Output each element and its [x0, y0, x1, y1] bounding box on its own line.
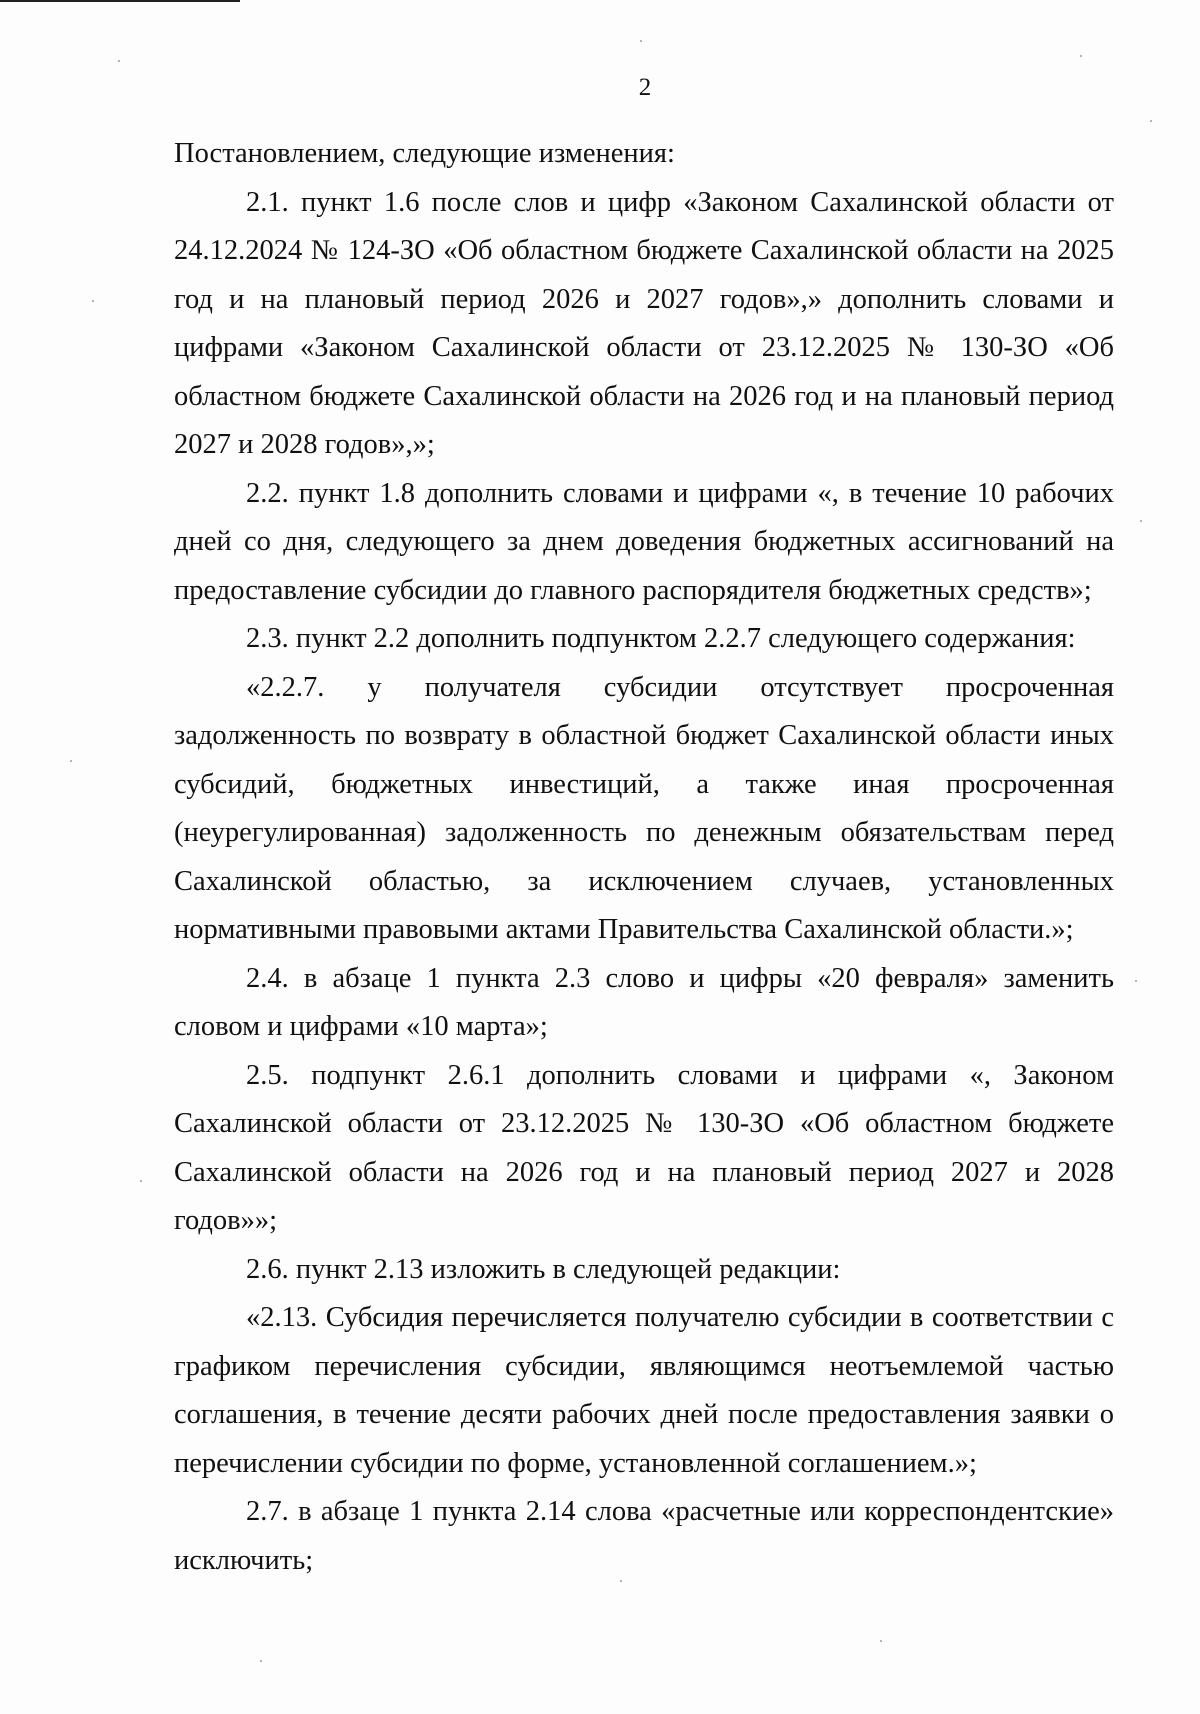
- scan-speck: [1135, 980, 1137, 982]
- paragraph-2-4: 2.4. в абзаце 1 пункта 2.3 слово и цифры «20 февраля» заменить словом и цифрами «10 марта»;: [174, 962, 1114, 1042]
- paragraph-2-2-7: «2.2.7. у получателя субсидии отсутствует просроченная задолженность по возврату в областной бюджет Сахалинской области иных субсидий, бюджетных инвестиций, а также иная просроченная (неурегулированная) задолженность по денежным обязательствам перед Сахалинской областью, за исключением случаев, установленных нормативными правовыми актами Правительства Сахалинской области.»;: [174, 671, 1114, 945]
- scan-edge-line: [0, 0, 240, 2]
- paragraph-intro: Постановлением, следующие изменения:: [174, 138, 675, 169]
- scan-speck: [260, 1660, 262, 1662]
- paragraph-2-3: 2.3. пункт 2.2 дополнить подпунктом 2.2.7 следующего содержания:: [246, 623, 1076, 654]
- paragraph-2-6: 2.6. пункт 2.13 изложить в следующей редакции:: [246, 1253, 841, 1285]
- scan-speck: [1150, 120, 1152, 122]
- paragraph-2-1: 2.1. пункт 1.6 после слов и цифр «Законом Сахалинской области от 24.12.2024 № 124-ЗО «Об областном бюджете Сахалинской области на 2025 год и на плановый период 2026 и 2027 годов»,» дополнить словами и цифрами «Законом Сахалинской области от 23.12.2025 № 130-ЗО «Об областном бюджете Сахалинской области на 2026 год и на плановый период 2027 и 2028 годов»,»;: [174, 186, 1114, 460]
- scan-speck: [1080, 55, 1082, 57]
- paragraph-2-7: 2.7. в абзаце 1 пункта 2.14 слова «расчетные или корреспондентские» исключить;: [174, 1496, 1114, 1576]
- paragraph-2-5: 2.5. подпункт 2.6.1 дополнить словами и цифрами «, Законом Сахалинской области от 23.12.2025 № 130-ЗО «Об областном бюджете Сахалинской области на 2026 год и на плановый период 2027 и 2028 годов»»;: [174, 1059, 1114, 1236]
- paragraph-2-13: «2.13. Субсидия перечисляется получателю субсидии в соответствии с графиком перечисления субсидии, являющимся неотъемлемой частью соглашения, в течение десяти рабочих дней после предоставления заявки о перечислении субсидии по форме, установленной соглашением.»;: [174, 1302, 1114, 1479]
- scan-speck: [140, 1180, 142, 1182]
- scan-speck: [70, 760, 72, 762]
- paragraph-2-2: 2.2. пункт 1.8 дополнить словами и цифрами «, в течение 10 рабочих дней со дня, следующего за днем доведения бюджетных ассигнований на предоставление субсидии до главного распорядителя бюджетных средств»;: [174, 477, 1114, 606]
- scan-speck: [880, 1640, 882, 1642]
- page-number: 2: [638, 74, 652, 101]
- document-body: [174, 130, 1114, 1585]
- scan-speck: [620, 1580, 622, 1582]
- scan-speck: [640, 40, 642, 42]
- scan-speck: [92, 300, 94, 302]
- scan-speck: [118, 60, 120, 62]
- scan-speck: [1140, 520, 1142, 522]
